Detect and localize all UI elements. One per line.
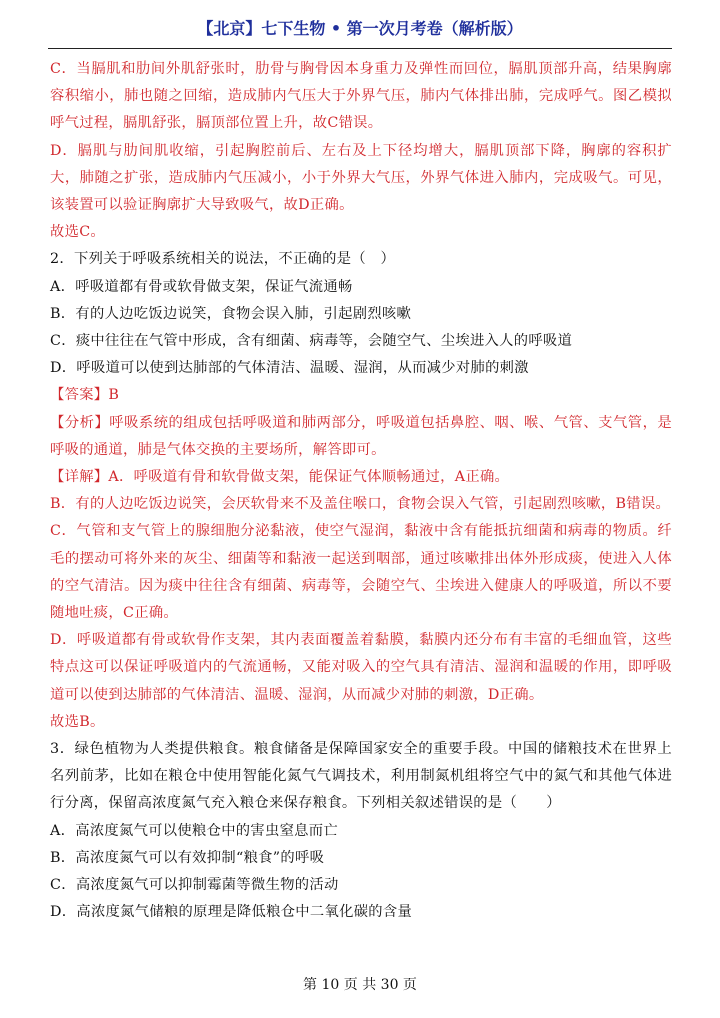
q3-stem: 3．绿色植物为人类提供粮食。粮食储备是保障国家安全的重要手段。中国的储粮技术在世界上名列前茅，比如在粮仓中使用智能化氮气气调技术，利用制氮机组将空气中的氮气和其他气体进行分离，保留高浓度氮气充入粮仓来保存粮食。下列相关叙述错误的是（ ）	[50, 741, 672, 812]
q1-explanation-d: D．膈肌与肋间肌收缩，引起胸腔前后、左右及上下径均增大，膈肌顶部下降，胸廓的容积扩大，肺随之扩张，造成肺内气压减小，小于外界大气压，外界气体进入肺内，完成吸气。可见，该装置可以验证胸廓扩大导致吸气，故D正确。	[50, 142, 672, 214]
q3-option-b: B．高浓度氮气可以有效抑制“粮食”的呼吸	[50, 849, 325, 866]
q2-detail-b: B．有的人边吃饭边说笑，会厌软骨来不及盖住喉口，食物会误入气管，引起剧烈咳嗽，B错误。	[50, 496, 671, 513]
q2-stem: 2．下列关于呼吸系统相关的说法，不正确的是（ ）	[50, 251, 396, 268]
q3-option-a: A．高浓度氮气可以使粮仓中的害虫窒息而亡	[50, 822, 338, 839]
q3-option-d: D．高浓度氮气储粮的原理是降低粮仓中二氧化碳的含量	[50, 904, 413, 921]
q2-detail-a: 【详解】A．呼吸道有骨和软骨做支架，能保证气体顺畅通过，A正确。	[50, 469, 510, 486]
q2-detail-c: C．气管和支气管上的腺细胞分泌黏液，使空气湿润，黏液中含有能抵抗细菌和病毒的物质。纤毛的摆动可将外来的灰尘、细菌等和黏液一起送到咽部，通过咳嗽排出体外形成痰，使进入人体的空气清洁。因为痰中往往含有细菌、病毒等，会随空气、尘埃进入健康人的呼吸道，所以不要随地吐痰，C正确。	[50, 523, 672, 622]
page-title: 【北京】七下生物 • 第一次月考卷（解析版）	[197, 19, 523, 38]
q2-option-d: D．呼吸道可以使到达肺部的气体清洁、温暖、湿润，从而减少对肺的刺激	[50, 360, 529, 377]
q1-final-choice: 故选C。	[50, 224, 106, 241]
q2-option-a: A．呼吸道都有骨或软骨做支架，保证气流通畅	[50, 278, 353, 295]
q2-analysis: 【分析】呼吸系统的组成包括呼吸道和肺两部分，呼吸道包括鼻腔、咽、喉、气管、支气管，是呼吸的通道，肺是气体交换的主要场所，解答即可。	[50, 414, 672, 458]
q2-option-b: B．有的人边吃饭边说笑，食物会误入肺，引起剧烈咳嗽	[50, 305, 412, 322]
q2-answer: 【答案】B	[50, 387, 120, 404]
q2-option-c: C．痰中往往在气管中形成，含有细菌、病毒等，会随空气、尘埃进入人的呼吸道	[50, 333, 573, 350]
document-body	[50, 56, 672, 927]
q2-final-choice: 故选B。	[50, 713, 105, 730]
q2-detail-d: D．呼吸道都有骨或软骨作支架，其内表面覆盖着黏膜，黏膜内还分布有丰富的毛细血管，这些特点这可以保证呼吸道内的气流通畅，又能对吸入的空气具有清洁、湿润和温暖的作用，即呼吸道可以使到达肺部的气体清洁、温暖、湿润，从而减少对肺的刺激，D正确。	[50, 632, 672, 703]
page-number: 第 10 页 共 30 页	[303, 977, 417, 993]
q1-explanation-c: C．当膈肌和肋间外肌舒张时，肋骨与胸骨因本身重力及弹性而回位，膈肌顶部升高，结果胸廓容积缩小，肺也随之回缩，造成肺内气压大于外界气压，肺内气体排出肺，完成呼气。图乙模拟呼气过程，膈肌舒张，膈顶部位置上升，故C错误。	[50, 61, 672, 132]
page-header	[48, 14, 672, 49]
q3-option-c: C．高浓度氮气可以抑制霉菌等微生物的活动	[50, 877, 339, 894]
